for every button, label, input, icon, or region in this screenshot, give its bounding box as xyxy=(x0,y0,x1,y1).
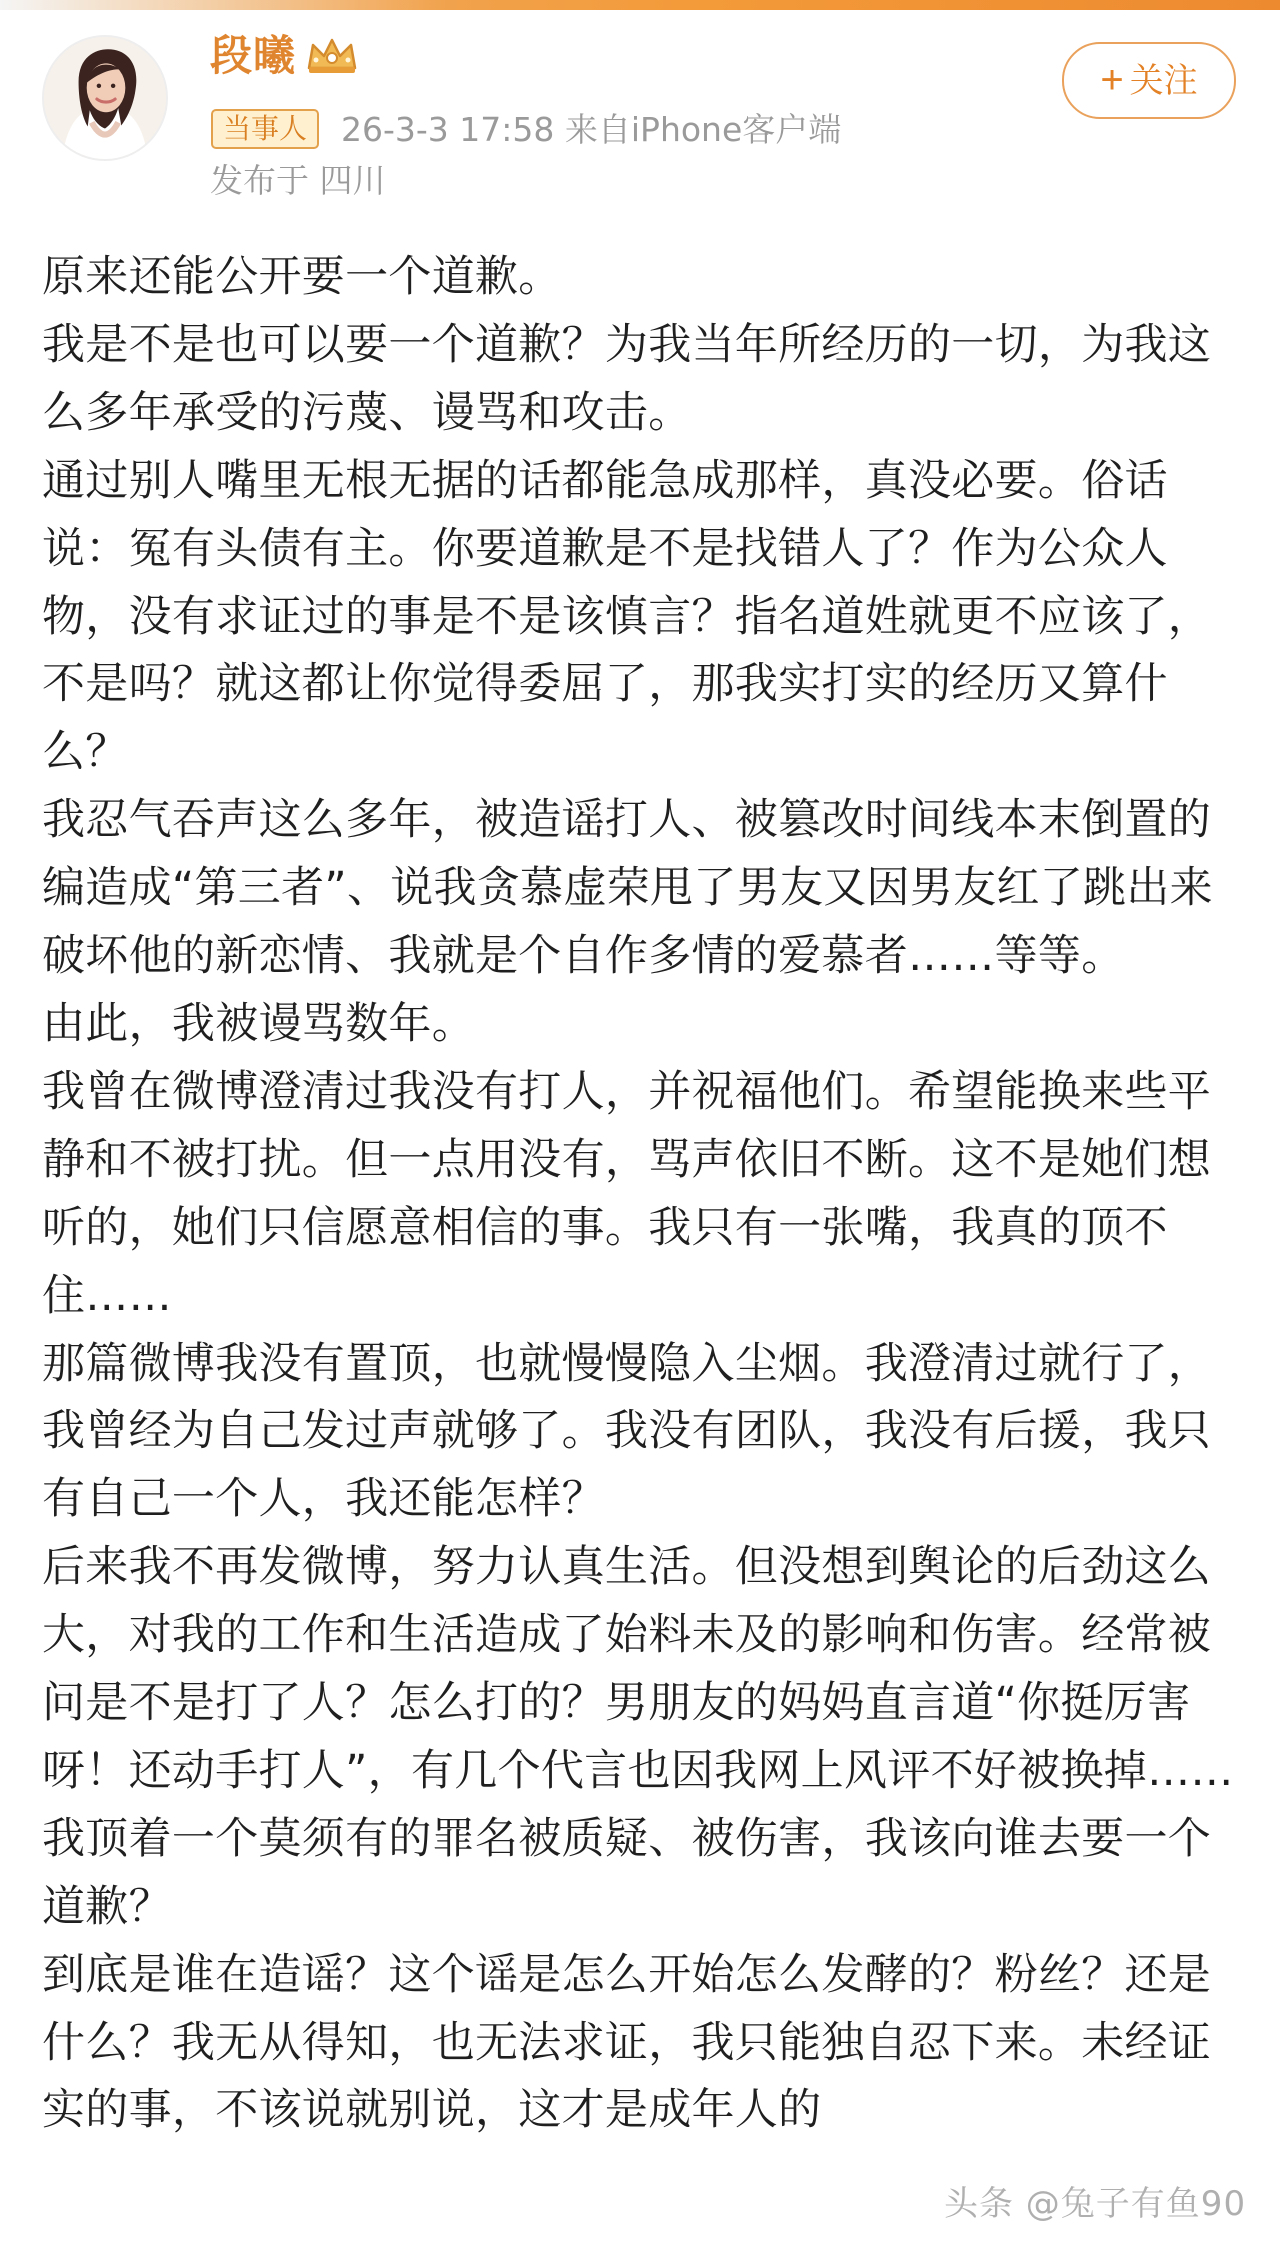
plus-icon: + xyxy=(1100,58,1124,102)
post-meta: 26-3-3 17:58 来自iPhone客户端 xyxy=(341,110,842,149)
user-name[interactable]: 段曦 xyxy=(210,31,297,80)
post-paragraph: 由此，我被谩骂数年。 xyxy=(42,998,475,1049)
post-content xyxy=(42,244,1240,2242)
status-badge: 当事人 xyxy=(211,109,319,149)
follow-button[interactable] xyxy=(1062,42,1236,119)
crown-icon xyxy=(303,33,361,77)
post-paragraph: 到底是谁在造谣？这个谣是怎么开始怎么发酵的？粉丝？还是什么？我无从得知，也无法求证，我只能独自忍下来。未经证实的事，不该说就别说，这才是成年人的 xyxy=(42,1949,1212,2136)
watermark: 头条 @兔子有鱼90 xyxy=(944,2184,1247,2224)
post-paragraph: 我是不是也可以要一个道歉？为我当年所经历的一切，为我这么多年承受的污蔑、谩骂和攻击。 xyxy=(42,319,1212,438)
post-paragraph: 原来还能公开要一个道歉。 xyxy=(42,252,562,302)
user-avatar[interactable] xyxy=(42,35,168,161)
post-paragraph: 我忍气吞声这么多年，被造谣打人、被篡改时间线本末倒置的编造成“第三者”、说我贪慕虚荣甩了男友又因男友红了跳出来破坏他的新恋情、我就是个自作多情的爱慕者……等等。 xyxy=(42,795,1213,982)
post-header xyxy=(0,10,1280,215)
post-paragraph: 通过别人嘴里无根无据的话都能急成那样，真没必要。俗话说：冤有头债有主。你要道歉是不是找错人了？作为公众人物，没有求证过的事是不是该慎言？指名道姓就更不应该了，不是吗？就这都让你觉得委屈了，那我实打实的经历又算什么？ xyxy=(42,455,1212,778)
post-paragraph: 那篇微博我没有置顶，也就慢慢隐入尘烟。我澄清过就行了，我曾经为自己发过声就够了。我没有团队，我没有后援，我只有自己一个人，我还能怎样？ xyxy=(42,1338,1212,1525)
avatar-photo-icon xyxy=(44,37,166,159)
status-bar-strip xyxy=(0,0,1280,10)
post-paragraph: 我曾在微博澄清过我没有打人，并祝福他们。希望能换来些平静和不被打扰。但一点用没有，骂声依旧不断。这不是她们想听的，她们只信愿意相信的事。我只有一张嘴，我真的顶不住…… xyxy=(42,1066,1212,1321)
post-paragraph: 后来我不再发微博，努力认真生活。但没想到舆论的后劲这么大，对我的工作和生活造成了始料未及的影响和伤害。经常被问是不是打了人？怎么打的？男朋友的妈妈直言道“你挺厉害呀！还动手打人”，有几个代言也因我网上风评不好被换掉……我顶着一个莫须有的罪名被质疑、被伤害，我该向谁去要一个道歉？ xyxy=(42,1542,1234,1932)
follow-label: 关注 xyxy=(1129,62,1198,100)
post-location: 发布于 四川 xyxy=(210,161,386,200)
